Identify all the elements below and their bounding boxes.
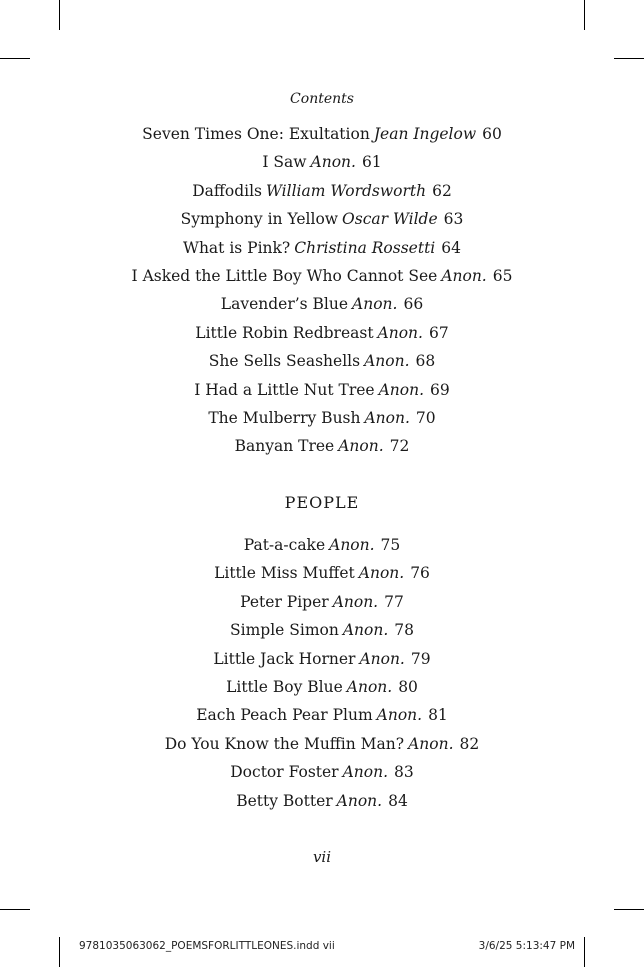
entry-page-number: 66 bbox=[403, 295, 424, 314]
entry-page-number: 78 bbox=[394, 621, 414, 640]
entry-title: She Sells Seashells bbox=[208, 352, 361, 371]
entry-title: Each Peach Pear Plum bbox=[196, 706, 373, 725]
contents-entry bbox=[0, 120, 644, 148]
entry-page-number: 79 bbox=[410, 649, 431, 668]
running-head: Contents bbox=[290, 91, 354, 107]
entry-author: Anon. bbox=[332, 592, 379, 611]
entry-title: I Saw bbox=[262, 153, 307, 172]
entry-title: Simple Simon bbox=[230, 621, 339, 640]
entry-author: Anon. bbox=[377, 323, 423, 342]
contents-entry bbox=[0, 376, 644, 404]
entry-author: Anon. bbox=[378, 380, 425, 399]
contents-entry bbox=[0, 177, 644, 205]
entry-page-number: 77 bbox=[384, 592, 404, 611]
crop-mark-top-right-horizontal bbox=[614, 58, 644, 59]
contents-entry bbox=[0, 645, 644, 673]
contents-entry bbox=[0, 404, 644, 432]
entry-author: Anon. bbox=[359, 649, 405, 668]
contents-entry bbox=[0, 432, 644, 460]
contents-entry bbox=[0, 347, 644, 375]
entry-page-number: 62 bbox=[432, 181, 452, 200]
crop-mark-top-right bbox=[584, 0, 585, 30]
crop-mark-bottom-left bbox=[59, 937, 60, 967]
entry-title: Pat-a-cake bbox=[243, 536, 326, 554]
entry-title: Daffodils bbox=[192, 181, 262, 200]
contents-entry bbox=[0, 148, 644, 176]
entry-page-number: 61 bbox=[361, 153, 382, 172]
entry-title: I Asked the Little Boy Who Cannot See bbox=[131, 266, 438, 285]
entry-author: Anon. bbox=[364, 352, 410, 371]
contents-entry bbox=[0, 701, 644, 729]
entry-author: Anon. bbox=[441, 266, 487, 285]
entry-page-number: 75 bbox=[380, 536, 401, 554]
contents-entry bbox=[0, 730, 644, 758]
entry-author: Oscar Wilde bbox=[342, 210, 438, 229]
entry-page-number: 72 bbox=[389, 437, 410, 456]
entry-page-number: 80 bbox=[398, 677, 418, 696]
slug-file-name: 9781035063062_POEMSFORLITTLEONES.indd vii bbox=[79, 940, 335, 952]
entry-title: What is Pink? bbox=[183, 238, 291, 257]
entry-title: Doctor Foster bbox=[230, 763, 339, 782]
entry-title: I Had a Little Nut Tree bbox=[194, 380, 375, 399]
entry-page-number: 83 bbox=[394, 763, 414, 782]
entry-author: Anon. bbox=[342, 763, 389, 782]
contents-entry bbox=[0, 531, 644, 559]
contents-entry bbox=[0, 673, 644, 701]
crop-mark-bottom-right-horizontal bbox=[614, 909, 644, 910]
entry-author: Anon. bbox=[336, 791, 383, 810]
entry-page-number: 67 bbox=[428, 323, 449, 342]
entry-page-number: 69 bbox=[430, 380, 450, 399]
entry-page-number: 63 bbox=[443, 210, 464, 229]
entry-page-number: 76 bbox=[410, 564, 430, 583]
entry-author: William Wordsworth bbox=[266, 181, 427, 200]
entry-author: Anon. bbox=[346, 677, 393, 696]
crop-mark-bottom-right bbox=[584, 937, 585, 967]
entry-author: Anon. bbox=[376, 706, 423, 725]
entry-title: Lavender’s Blue bbox=[220, 295, 349, 314]
contents-entry bbox=[0, 616, 644, 644]
slug-timestamp: 3/6/25 5:13:47 PM bbox=[478, 940, 575, 952]
entry-title: Banyan Tree bbox=[234, 437, 335, 456]
entry-title: Little Miss Muffet bbox=[214, 564, 355, 583]
entry-page-number: 70 bbox=[415, 408, 436, 427]
contents-entry bbox=[0, 205, 644, 233]
entry-page-number: 84 bbox=[388, 791, 408, 810]
contents-entry bbox=[0, 559, 644, 587]
entry-author: Christina Rossetti bbox=[294, 238, 436, 257]
contents-entry bbox=[0, 758, 644, 786]
contents-list-nature bbox=[0, 120, 644, 461]
entry-page-number: 64 bbox=[441, 238, 461, 257]
entry-title: Seven Times One: Exultation bbox=[142, 125, 370, 143]
entry-author: Jean Ingelow bbox=[373, 125, 477, 143]
entry-title: Little Boy Blue bbox=[226, 677, 343, 696]
contents-entry bbox=[0, 319, 644, 347]
contents-entry bbox=[0, 262, 644, 290]
entry-author: Anon. bbox=[329, 536, 375, 554]
entry-author: Anon. bbox=[352, 295, 398, 314]
page-folio: vii bbox=[312, 848, 332, 866]
entry-author: Anon. bbox=[408, 734, 454, 753]
entry-title: The Mulberry Bush bbox=[208, 408, 361, 427]
entry-author: Anon. bbox=[342, 621, 389, 640]
entry-title: Betty Botter bbox=[236, 791, 333, 810]
entry-page-number: 81 bbox=[428, 706, 448, 725]
crop-mark-bottom-left-horizontal bbox=[0, 909, 30, 910]
contents-entry bbox=[0, 787, 644, 815]
entry-page-number: 60 bbox=[482, 125, 502, 143]
entry-page-number: 65 bbox=[492, 266, 513, 285]
section-heading-people: PEOPLE bbox=[284, 493, 360, 512]
entry-page-number: 82 bbox=[459, 734, 480, 753]
contents-entry bbox=[0, 290, 644, 318]
entry-page-number: 68 bbox=[415, 352, 436, 371]
entry-title: Peter Piper bbox=[240, 592, 329, 611]
entry-author: Anon. bbox=[364, 408, 410, 427]
entry-author: Anon. bbox=[310, 153, 356, 172]
entry-title: Do You Know the Muffin Man? bbox=[164, 734, 405, 753]
entry-title: Little Jack Horner bbox=[213, 649, 356, 668]
contents-entry bbox=[0, 234, 644, 262]
contents-entry bbox=[0, 588, 644, 616]
entry-title: Little Robin Redbreast bbox=[195, 323, 374, 342]
entry-author: Anon. bbox=[358, 564, 405, 583]
entry-author: Anon. bbox=[338, 437, 384, 456]
entry-title: Symphony in Yellow bbox=[180, 210, 339, 229]
contents-list-people bbox=[0, 531, 644, 815]
crop-mark-top-left bbox=[59, 0, 60, 30]
crop-mark-top-left-horizontal bbox=[0, 58, 30, 59]
